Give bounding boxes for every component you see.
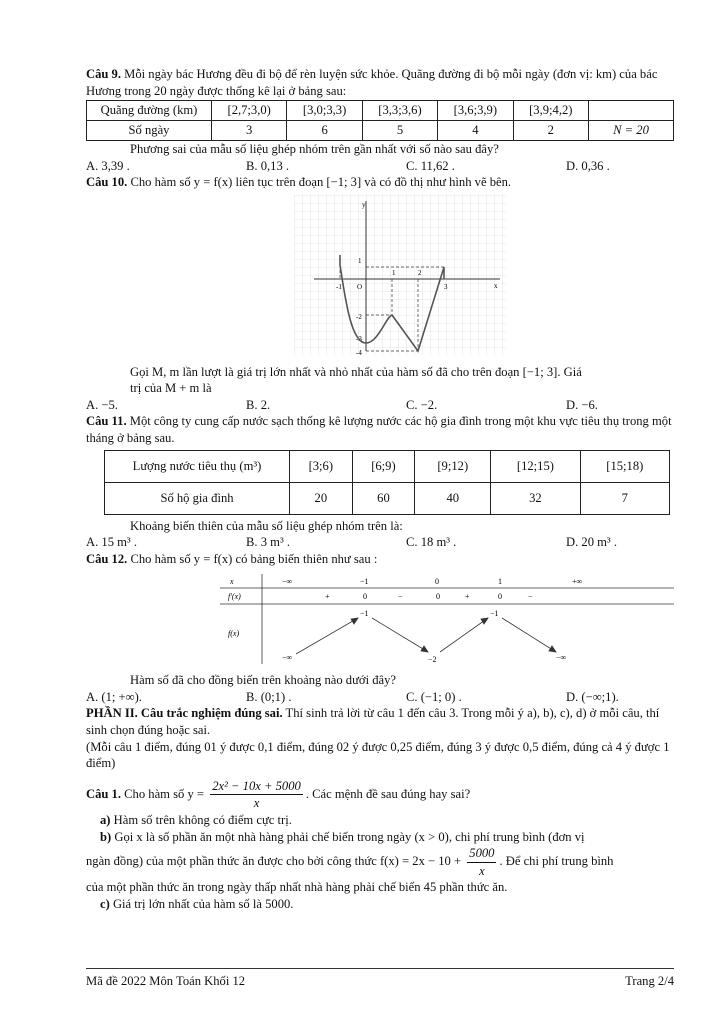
p2q1-intro: Câu 1. Cho hàm số y = $\frac{\text{2x² − 10x + 5000}}{x}$ . Các mệnh đề sau đúng hay sai? [86, 778, 471, 811]
tick-x-3: 3 [444, 283, 448, 292]
q11-options: A. 15 m³ . B. 3 m³ . C. 18 m³ . D. 20 m³ . [86, 535, 618, 550]
svg-text:0: 0 [436, 591, 440, 601]
svg-text:−: − [398, 591, 403, 601]
x-label: x [494, 282, 498, 291]
q10-text: Câu 10. Cho hàm số y = f(x) liên tục trên đoạn [−1; 3] và có đồ thị như hình vẽ bên. [86, 175, 512, 190]
svg-text:0: 0 [498, 591, 502, 601]
q10-graph [294, 195, 506, 355]
q9-question: Phương sai của mẫu số liệu ghép nhóm trên gần nhất với số nào sau đây? [130, 142, 499, 157]
part2-heading: PHẦN II. Câu trắc nghiệm đúng sai. Thí sinh trả lời từ câu 1 đến câu 3. Trong mỗi ý a), b), c), d) ở mỗi câu, thí sinh chọn đúng hoặc sai. [86, 706, 660, 737]
svg-text:+: + [325, 591, 330, 601]
tick-y-1: 1 [358, 257, 362, 266]
svg-text:−∞: −∞ [282, 652, 293, 662]
svg-text:f(x): f(x) [228, 628, 240, 638]
tick-x-neg1: -1 [336, 283, 342, 292]
q11-text: Câu 11. Một công ty cung cấp nước sạch thống kê lượng nước các hộ gia đình trong một khu vực tiêu thụ trong một tháng ở bảng sau. [86, 414, 672, 446]
q12-text: Câu 12. Cho hàm số y = f(x) có bảng biến thiên như sau : [86, 551, 378, 566]
p2q1-c: c) Giá trị lớn nhất của hàm số là 5000. [100, 897, 294, 912]
q11-table: Lượng nước tiêu thụ (m³) [3;6) [6;9) [9;12) [12;15) [15;18) Số hộ gia đình 20 60 40 32 7 [104, 450, 670, 515]
q10-question-2: trị của M + m là [130, 381, 212, 396]
footer-left: Mã đề 2022 Môn Toán Khối 12 [86, 974, 246, 988]
q9-table: Quãng đường (km) [2,7;3,0) [3,0;3,3) [3,3;3,6) [3,6;3,9) [3,9;4,2) Số ngày 3 6 5 4 2 N = 20 [86, 100, 674, 141]
tick-x-1: 1 [392, 269, 396, 278]
q12-options: A. (1; +∞). B. (0;1) . C. (−1; 0) . D. (−∞;1). [86, 689, 619, 704]
q12-question: Hàm số đã cho đồng biến trên khoảng nào dưới đây? [130, 673, 396, 688]
tick-y-neg2: -2 [356, 313, 362, 322]
svg-text:−2: −2 [428, 654, 437, 664]
svg-text:+∞: +∞ [572, 576, 583, 586]
part2-scoring: (Mỗi câu 1 điểm, đúng 01 ý được 0,1 điểm, đúng 02 ý được 0,25 điểm, đúng 3 ý được 0,5 điểm, đúng cả 4 ý được 1 điểm) [86, 739, 670, 771]
svg-text:0: 0 [435, 576, 439, 586]
svg-text:−1: −1 [360, 608, 369, 618]
svg-text:1: 1 [498, 576, 502, 586]
p2q1-b: b) Gọi x là số phần ăn một nhà hàng phải chế biến trong ngày (x > 0), chi phí trung bình (đơn vị [100, 829, 585, 844]
svg-text:−∞: −∞ [282, 576, 293, 586]
q10-options: A. −5. B. 2. C. −2. D. −6. [86, 397, 598, 412]
page-content [86, 66, 674, 913]
svg-text:−1: −1 [360, 576, 369, 586]
svg-text:−: − [528, 591, 533, 601]
svg-text:+: + [465, 591, 470, 601]
q11-question: Khoảng biến thiên của mẫu số liệu ghép nhóm trên là: [130, 518, 403, 533]
svg-text:x: x [230, 576, 234, 586]
footer-right: Trang 2/4 [625, 974, 674, 988]
y-label: y [362, 201, 366, 210]
p2q1-b-line3: của một phần thức ăn trong ngày thấp nhất nhà hàng phải chế biến 45 phần thức ăn. [86, 880, 508, 895]
q10-question-1: Gọi M, m lần lượt là giá trị lớn nhất và nhỏ nhất của hàm số đã cho trên đoạn [−1; 3]. Giá [130, 364, 582, 379]
svg-text:−1: −1 [490, 608, 499, 618]
page-footer [86, 968, 674, 990]
q9-text: Câu 9. Mỗi ngày bác Hương đều đi bộ để rèn luyện sức khỏe. Quãng đường đi bộ mỗi ngày (đơn vị: km) của bác Hương trong 20 ngày được thống kê lại ở bảng sau: [86, 67, 658, 98]
origin-label: O [357, 283, 363, 292]
svg-text:−∞: −∞ [556, 652, 567, 662]
q9-options: A. 3,39 . B. 0,13 . C. 11,62 . D. 0,36 . [86, 158, 610, 173]
svg-text:0: 0 [363, 591, 367, 601]
svg-text:f'(x): f'(x) [228, 591, 241, 601]
q12-variation-table [220, 574, 674, 664]
tick-y-neg4: -4 [356, 349, 362, 356]
tick-y-neg3: -3 [356, 335, 362, 344]
p2q1-b-line2: ngàn đồng) của một phần thức ăn được cho bởi công thức f(x) = 2x − 10 + $\frac{5000}{x}$ . Để chi phí trung bình [86, 846, 614, 878]
tick-x-2: 2 [418, 269, 422, 278]
p2q1-a: a) Hàm số trên không có điểm cực trị. [100, 813, 292, 828]
